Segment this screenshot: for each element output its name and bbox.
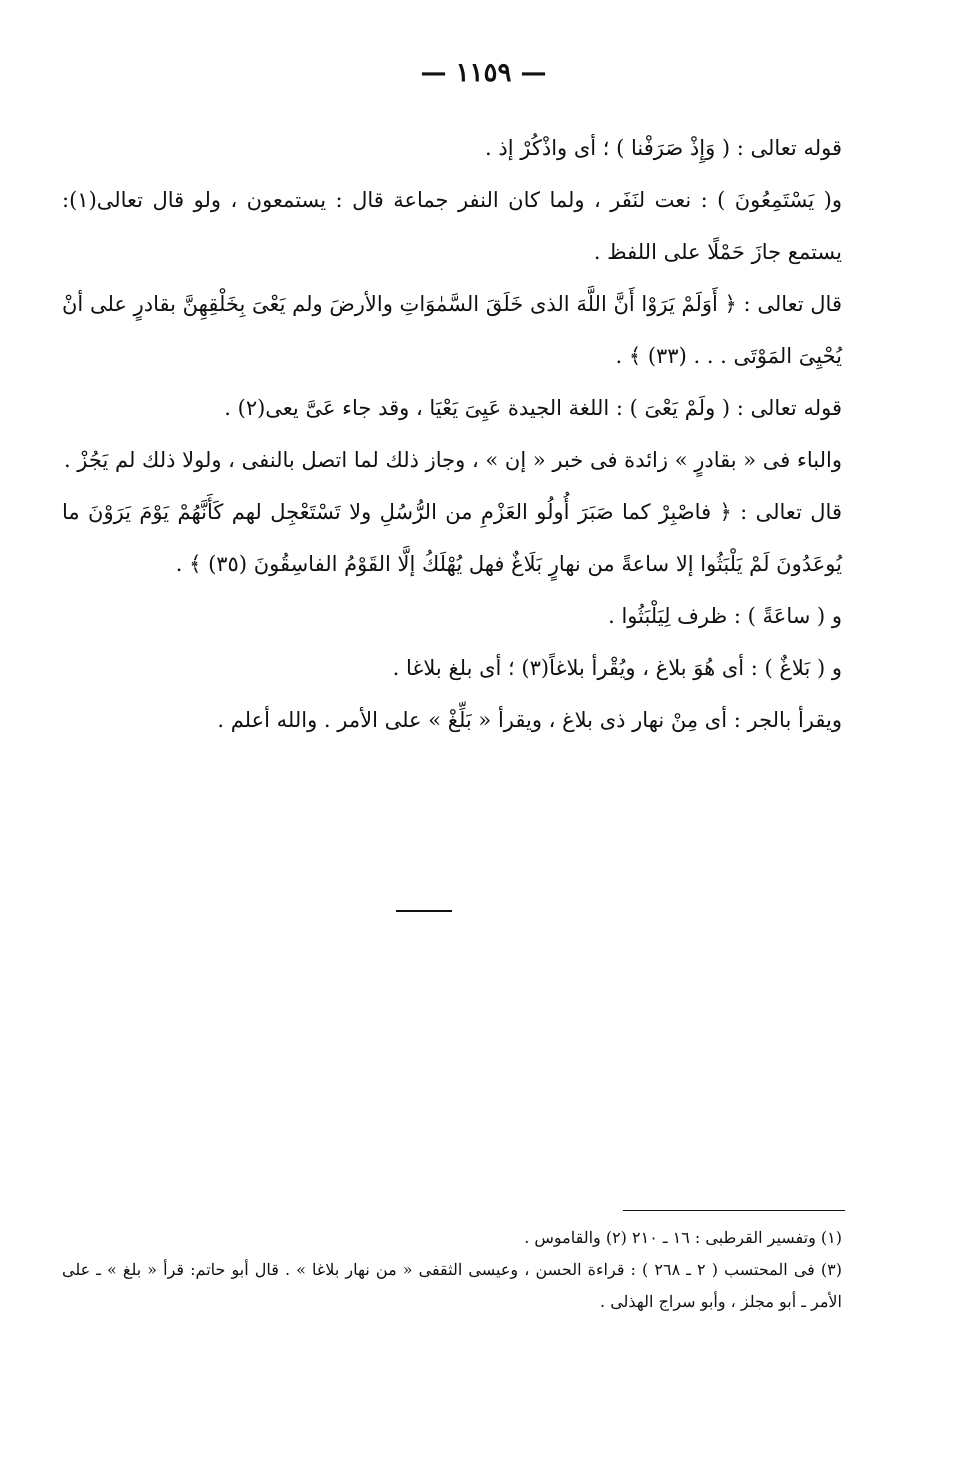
paragraph: والباء فى « بقادرٍ » زائدة فى خبر « إن » ، وجاز ذلك لما اتصل بالنفى ، ولولا ذلك لم يَجُزْ . [63,448,842,472]
paragraph: قوله تعالى : ( ولَمْ يَعْىَ ) : اللغة الجيدة عَيِىَ يَعْيَا ، وقد جاء عَىَّ يعى(٢) . [224,396,842,420]
footnotes [62,1222,842,1318]
paragraph: و ( ساعَةً ) : ظرف لِيَلْبَثُوا . [608,604,842,628]
paragraph: و ( بَلاغٌ ) : أى هُوَ بلاغ ، ويُقْرأ بلاغاً(٣) ؛ أى بلغ بلاغا . [392,656,842,680]
footnote: (١) وتفسير القرطبى : ١٦ ـ ٢١٠ (٢) والقاموس . [524,1228,842,1247]
main-text [62,122,842,746]
paragraph: قال تعالى : ﴿ فاصْبِرْ كما صَبَرَ أُولُو العَزْمِ من الرُّسُلِ ولا تَسْتَعْجِل لهم كَأَنَّهُمْ يَوْمَ يَرَوْنَ ما يُوعَدُونَ لَمْ يَلْبَثُوا إلا ساعةً من نهارٍ بَلَاغٌ فهل يُهْلَكُ إلَّا القَوْمُ الفاسِقُونَ (٣٥) ﴾ . [62,500,842,576]
paragraph: و( يَسْتَمِعُونَ ) : نعت لنَفَر ، ولما كان النفر جماعة قال : يستمعون ، ولو قال تعالى(١): يستمع جازَ حَمْلًا على اللفظ . [62,188,842,264]
section-divider [396,910,452,912]
paragraph: قوله تعالى : ( وَإِذْ صَرَفْنا ) ؛ أى واذْكُرْ إذ . [485,136,842,160]
footnote: (٣) فى المحتسب ( ٢ ـ ٢٦٨ ) : قراءة الحسن ، وعيسى الثقفى « من نهار بلاغا » . قال أبو حاتم: قرأ « بلغ » ـ على الأمر ـ أبو مجلز ، وأبو سراج الهذلى . [62,1260,843,1311]
paragraph: ويقرأ بالجر : أى مِنْ نهار ذى بلاغ ، ويقرأ « بَلِّغْ » على الأمر . والله أعلم . [217,708,842,732]
page-number: — ١١٥٩ — [420,58,547,88]
footnote-rule [623,1210,845,1211]
paragraph: قال تعالى : ﴿ أَوَلَمْ يَرَوْا أَنَّ اللَّهَ الذى خَلَقَ السَّمٰوَاتِ والأرضَ ولم يَعْىَ بِخَلْقِهِنَّ بقادرٍ على أنْ يُحْيِىَ المَوْتَى . . . (٣٣) ﴾ . [62,292,842,368]
